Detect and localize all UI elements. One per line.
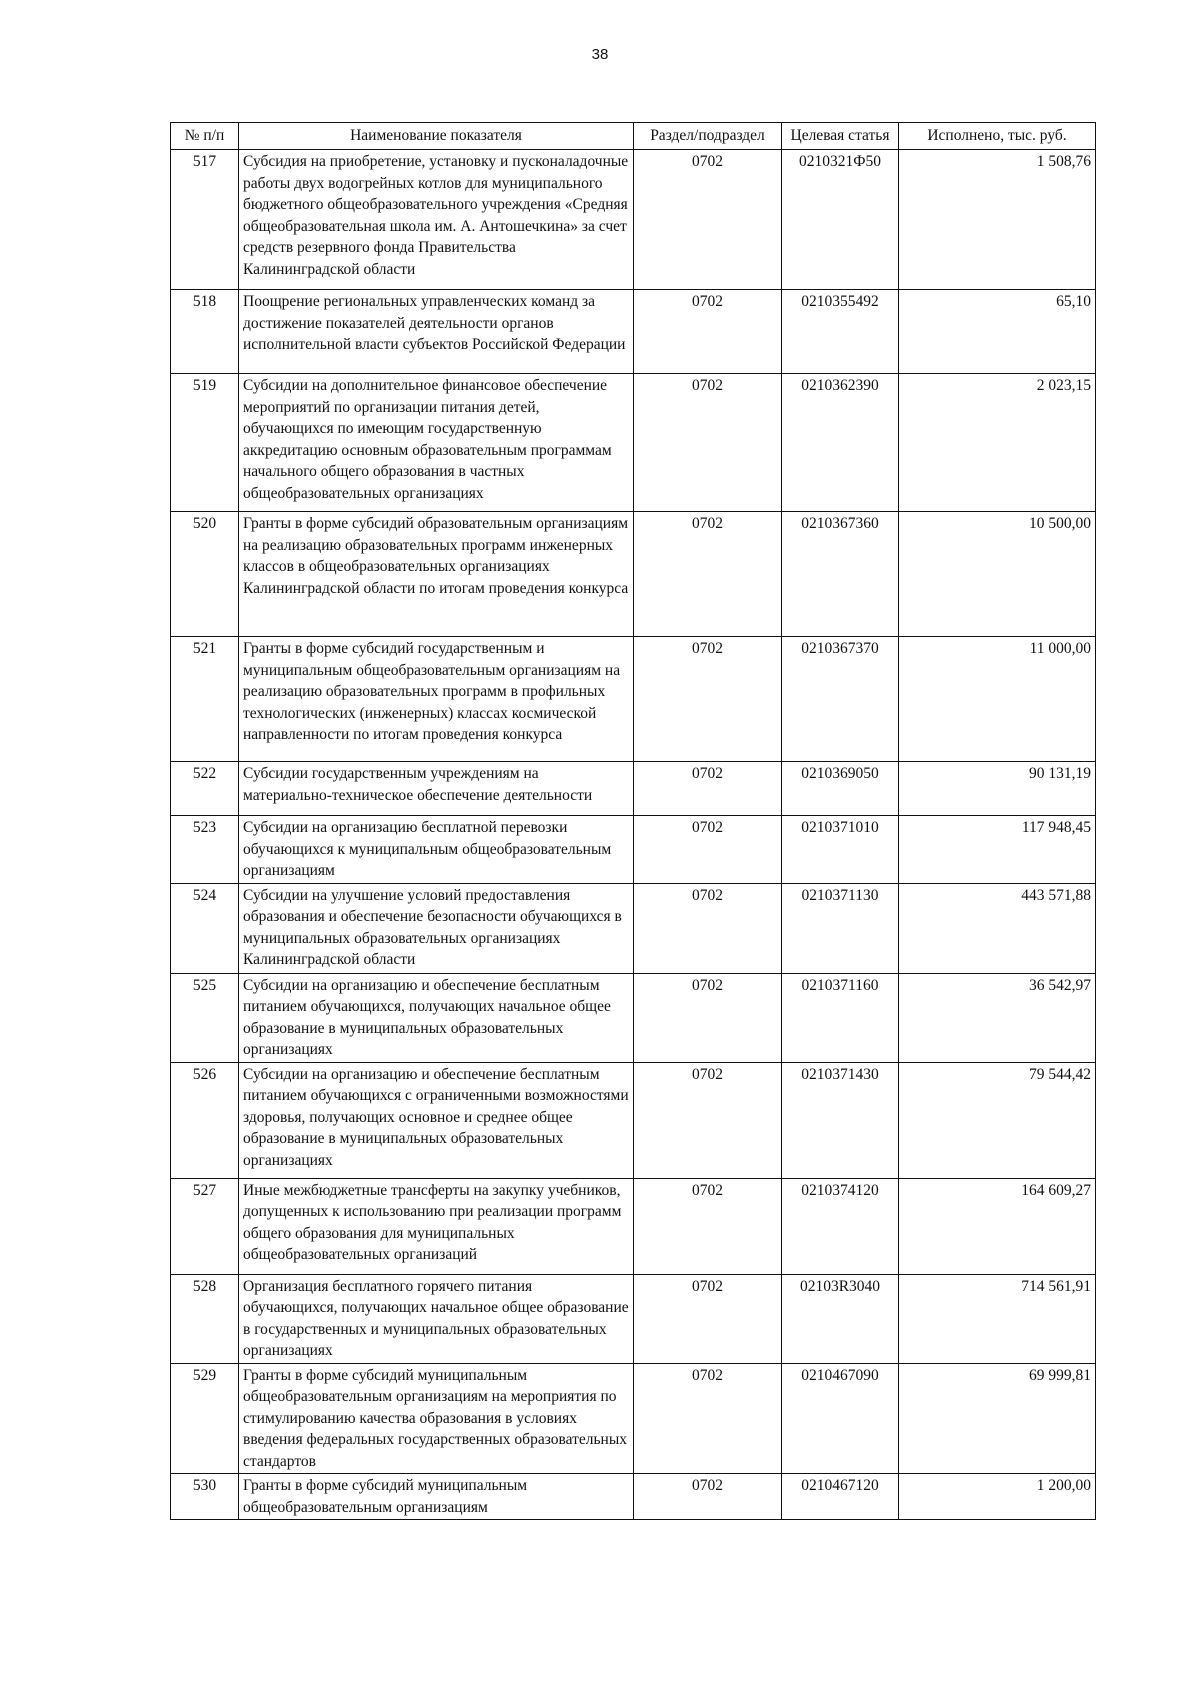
row-name: Гранты в форме субсидий муниципальным общеобразовательным организациям на мероприятия по стимулированию качества образования в условиях введения федеральных государственных образовательных стандартов	[239, 1363, 634, 1474]
row-section: 0702	[634, 973, 782, 1062]
row-target: 0210355492	[782, 290, 899, 374]
header-amount: Исполнено, тыс. руб.	[899, 123, 1096, 150]
table-row	[171, 1062, 1096, 1178]
row-number: 520	[171, 512, 239, 637]
row-name: Организация бесплатного горячего питания обучающихся, получающих начальное общее образование в государственных и муниципальных образовательных организациях	[239, 1274, 634, 1363]
row-amount: 1 508,76	[899, 150, 1096, 290]
page-number: 38	[591, 46, 609, 63]
table-header-row	[171, 123, 1096, 150]
header-number: № п/п	[171, 123, 239, 150]
header-name: Наименование показателя	[239, 123, 634, 150]
row-name: Иные межбюджетные трансферты на закупку учебников, допущенных к использованию при реализации программ общего образования для муниципальных общеобразовательных организаций	[239, 1178, 634, 1274]
header-section: Раздел/подраздел	[634, 123, 782, 150]
row-section: 0702	[634, 150, 782, 290]
row-amount: 10 500,00	[899, 512, 1096, 637]
table-row	[171, 1363, 1096, 1474]
row-name: Субсидии на дополнительное финансовое обеспечение мероприятий по организации питания детей, обучающихся по имеющим государственную аккредитацию основным образовательным программам начального общего образования в частных общеобразовательных организациях	[239, 374, 634, 512]
row-section: 0702	[634, 1178, 782, 1274]
table-row	[171, 374, 1096, 512]
row-target: 0210371010	[782, 816, 899, 884]
table-row	[171, 1274, 1096, 1363]
row-name: Субсидии на организацию бесплатной перевозки обучающихся к муниципальным общеобразовательным организациям	[239, 816, 634, 884]
row-target: 02103R3040	[782, 1274, 899, 1363]
row-amount: 164 609,27	[899, 1178, 1096, 1274]
row-name: Субсидии на улучшение условий предоставления образования и обеспечение безопасности обучающихся в муниципальных образовательных организациях Калининградской области	[239, 883, 634, 973]
row-section: 0702	[634, 883, 782, 973]
header-target: Целевая статья	[782, 123, 899, 150]
row-section: 0702	[634, 816, 782, 884]
row-target: 0210371130	[782, 883, 899, 973]
row-target: 0210467120	[782, 1474, 899, 1520]
table-row	[171, 883, 1096, 973]
row-target: 0210371430	[782, 1062, 899, 1178]
row-number: 530	[171, 1474, 239, 1520]
row-section: 0702	[634, 290, 782, 374]
row-section: 0702	[634, 762, 782, 816]
row-name: Гранты в форме субсидий образовательным организациям на реализацию образовательных программ инженерных классов в общеобразовательных организациях Калининградской области по итогам проведения конкурса	[239, 512, 634, 637]
row-number: 519	[171, 374, 239, 512]
table-row	[171, 1178, 1096, 1274]
row-section: 0702	[634, 1474, 782, 1520]
row-amount: 117 948,45	[899, 816, 1096, 884]
row-name: Субсидии на организацию и обеспечение бесплатным питанием обучающихся с ограниченными возможностями здоровья, получающих основное и среднее общее образование в муниципальных образовательных организациях	[239, 1062, 634, 1178]
row-number: 526	[171, 1062, 239, 1178]
table-row	[171, 290, 1096, 374]
row-amount: 2 023,15	[899, 374, 1096, 512]
row-target: 0210369050	[782, 762, 899, 816]
budget-table	[170, 122, 1096, 1520]
row-name: Субсидии на организацию и обеспечение бесплатным питанием обучающихся, получающих начальное общее образование в муниципальных образовательных организациях	[239, 973, 634, 1062]
row-name: Гранты в форме субсидий государственным и муниципальным общеобразовательным организациям на реализацию образовательных программ в профильных технологических (инженерных) классах космической направленности по итогам проведения конкурса	[239, 637, 634, 762]
row-amount: 714 561,91	[899, 1274, 1096, 1363]
row-target: 0210374120	[782, 1178, 899, 1274]
row-target: 0210467090	[782, 1363, 899, 1474]
row-name: Гранты в форме субсидий муниципальным общеобразовательным организациям	[239, 1474, 634, 1520]
row-number: 528	[171, 1274, 239, 1363]
row-number: 517	[171, 150, 239, 290]
row-section: 0702	[634, 1062, 782, 1178]
row-number: 529	[171, 1363, 239, 1474]
row-number: 518	[171, 290, 239, 374]
row-number: 521	[171, 637, 239, 762]
row-amount: 69 999,81	[899, 1363, 1096, 1474]
row-amount: 11 000,00	[899, 637, 1096, 762]
table-row	[171, 637, 1096, 762]
row-section: 0702	[634, 512, 782, 637]
row-name: Субсидия на приобретение, установку и пусконаладочные работы двух водогрейных котлов для муниципального бюджетного общеобразовательного учреждения «Средняя общеобразовательная школа им. А. Антошечкина» за счет средств резервного фонда Правительства Калининградской области	[239, 150, 634, 290]
row-amount: 79 544,42	[899, 1062, 1096, 1178]
row-amount: 65,10	[899, 290, 1096, 374]
row-section: 0702	[634, 374, 782, 512]
table-row	[171, 1474, 1096, 1520]
table-row	[171, 816, 1096, 884]
row-target: 0210371160	[782, 973, 899, 1062]
row-target: 0210367370	[782, 637, 899, 762]
table-row	[171, 762, 1096, 816]
row-number: 524	[171, 883, 239, 973]
row-target: 0210367360	[782, 512, 899, 637]
row-amount: 1 200,00	[899, 1474, 1096, 1520]
row-number: 523	[171, 816, 239, 884]
row-amount: 90 131,19	[899, 762, 1096, 816]
row-number: 522	[171, 762, 239, 816]
row-section: 0702	[634, 1363, 782, 1474]
row-amount: 443 571,88	[899, 883, 1096, 973]
table-row	[171, 973, 1096, 1062]
row-name: Поощрение региональных управленческих команд за достижение показателей деятельности органов исполнительной власти субъектов Российской Федерации	[239, 290, 634, 374]
row-section: 0702	[634, 1274, 782, 1363]
row-number: 527	[171, 1178, 239, 1274]
row-number: 525	[171, 973, 239, 1062]
row-target: 0210362390	[782, 374, 899, 512]
table-row	[171, 150, 1096, 290]
row-section: 0702	[634, 637, 782, 762]
row-target: 0210321Ф50	[782, 150, 899, 290]
table-row	[171, 512, 1096, 637]
row-amount: 36 542,97	[899, 973, 1096, 1062]
row-name: Субсидии государственным учреждениям на материально-техническое обеспечение деятельности	[239, 762, 634, 816]
